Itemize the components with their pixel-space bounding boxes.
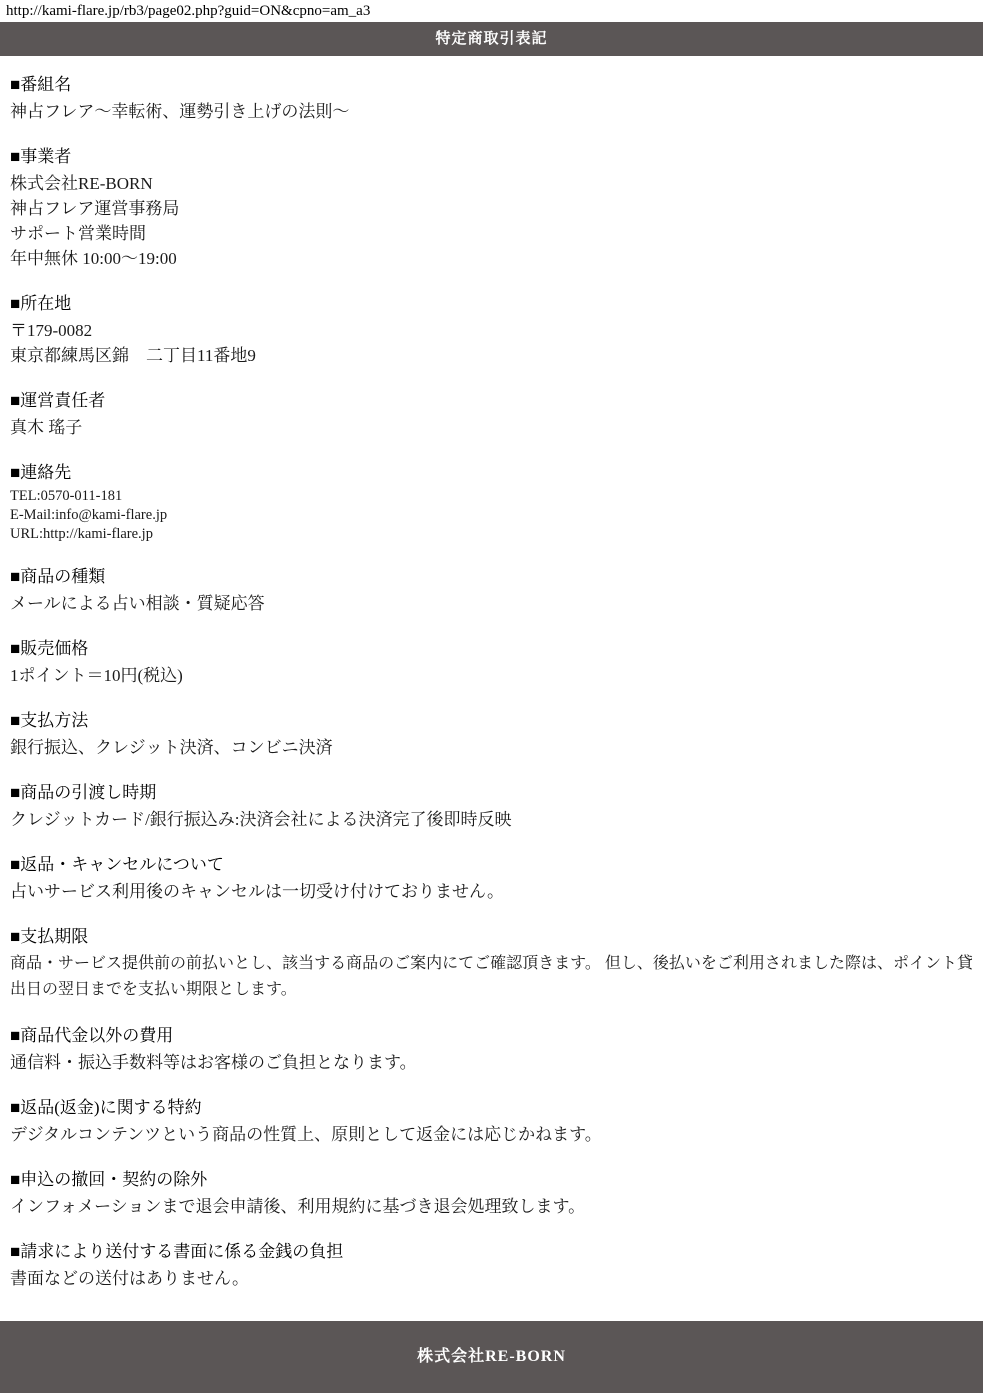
section-heading: ■運営責任者 <box>10 391 106 410</box>
content-section <box>10 852 973 904</box>
section-line: サポート営業時間 <box>10 224 146 243</box>
section-heading: ■返品(返金)に関する特約 <box>10 1098 202 1117</box>
section-line: 占いサービス利用後のキャンセルは一切受け付けておりません。 <box>10 882 505 901</box>
section-line: 商品・サービス提供前の前払いとし、該当する商品のご案内にてご確認頂きます。 但し、後払いをご利用されました際は、ポイント貸出日の翌日までを支払い期限とします。 <box>10 955 973 998</box>
section-line: 通信料・振込手数料等はお客様のご負担となります。 <box>10 1053 417 1072</box>
section-heading: ■請求により送付する書面に係る金銭の負担 <box>10 1242 344 1261</box>
section-line: TEL:0570-011-181 <box>10 488 123 504</box>
section-line: 書面などの送付はありません。 <box>10 1269 250 1288</box>
page-header <box>0 22 983 56</box>
section-line: URL:http://kami-flare.jp <box>10 526 153 542</box>
content-section <box>10 72 973 124</box>
content-section <box>10 1095 973 1147</box>
section-line: 年中無休 10:00〜19:00 <box>10 249 177 268</box>
section-line: インフォメーションまで退会申請後、利用規約に基づき退会処理致します。 <box>10 1197 586 1216</box>
section-heading: ■商品の引渡し時期 <box>10 783 157 802</box>
content-section <box>10 780 973 832</box>
sections-container <box>10 72 973 1291</box>
content-section <box>10 1167 973 1219</box>
section-line: 〒179-0082 <box>10 321 93 340</box>
section-heading: ■商品の種類 <box>10 567 106 586</box>
section-line: 東京都練馬区錦 二丁目11番地9 <box>10 346 256 365</box>
content-section <box>10 144 973 271</box>
browser-url-bar[interactable] <box>0 0 983 22</box>
content-section <box>10 1239 973 1291</box>
content-section <box>10 564 973 616</box>
section-line: 1ポイント＝10円(税込) <box>10 666 183 685</box>
section-heading: ■支払期限 <box>10 927 89 946</box>
section-heading: ■支払方法 <box>10 711 89 730</box>
page-content <box>0 56 983 1321</box>
content-section <box>10 924 973 1003</box>
section-heading: ■商品代金以外の費用 <box>10 1026 174 1045</box>
section-heading: ■所在地 <box>10 294 72 313</box>
section-heading: ■連絡先 <box>10 463 72 482</box>
page-footer <box>0 1321 983 1393</box>
content-section <box>10 1023 973 1075</box>
section-line: メールによる占い相談・質疑応答 <box>10 594 265 613</box>
section-line: 神占フレア〜幸転術、運勢引き上げの法則〜 <box>10 102 350 121</box>
section-line: 株式会社RE-BORN <box>10 174 153 193</box>
section-line: 銀行振込、クレジット決済、コンビニ決済 <box>10 738 333 757</box>
section-heading: ■返品・キャンセルについて <box>10 855 224 874</box>
content-section <box>10 708 973 760</box>
content-section <box>10 460 973 544</box>
section-heading: ■番組名 <box>10 75 72 94</box>
section-line: 真木 瑤子 <box>10 418 83 437</box>
section-heading: ■事業者 <box>10 147 72 166</box>
section-line: クレジットカード/銀行振込み:決済会社による決済完了後即時反映 <box>10 810 512 829</box>
content-section <box>10 388 973 440</box>
section-heading: ■販売価格 <box>10 639 89 658</box>
section-line: E-Mail:info@kami-flare.jp <box>10 507 168 523</box>
footer-company-name: 株式会社RE-BORN <box>417 1348 566 1365</box>
section-line: デジタルコンテンツという商品の性質上、原則として返金には応じかねます。 <box>10 1125 602 1144</box>
content-section <box>10 291 973 368</box>
section-line: 神占フレア運営事務局 <box>10 199 180 218</box>
section-heading: ■申込の撤回・契約の除外 <box>10 1170 208 1189</box>
content-section <box>10 636 973 688</box>
page-title: 特定商取引表記 <box>435 30 548 47</box>
url-text: http://kami-flare.jp/rb3/page02.php?guid=ON&cpno=am_a3 <box>6 3 371 19</box>
